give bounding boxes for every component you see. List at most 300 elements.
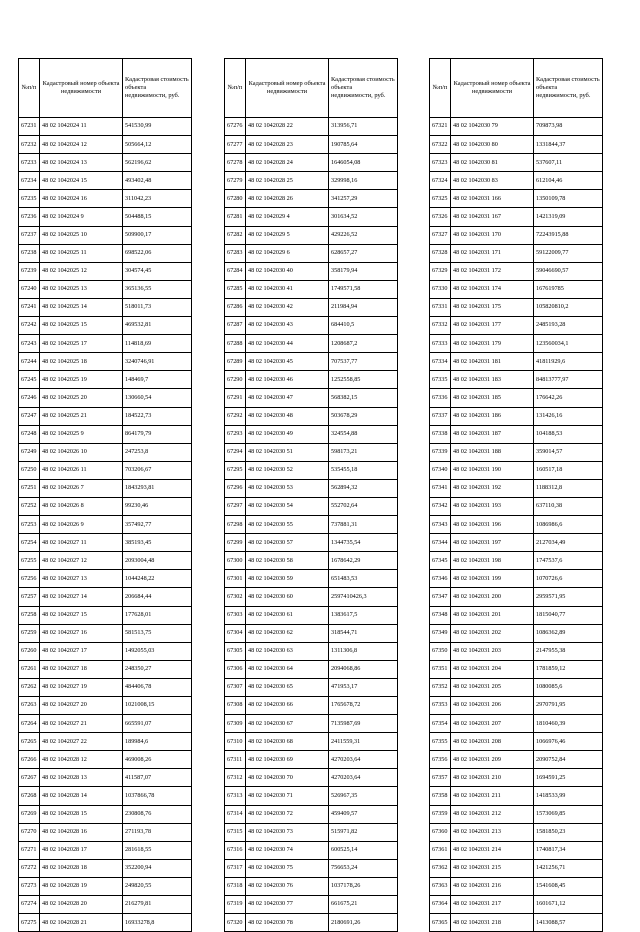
- row-number: 67280: [225, 190, 246, 208]
- table-row: [225, 335, 398, 353]
- cadastral-value: 1350109,78: [534, 190, 603, 208]
- table-row: [430, 172, 603, 190]
- cadastral-value: 189984,6: [123, 733, 192, 751]
- cadastral-number: 48 02 1042027 13: [40, 570, 123, 588]
- cadastral-number: 48 02 1042031 190: [451, 461, 534, 479]
- table-row: [430, 914, 603, 932]
- cadastral-number: 48 02 1042031 206: [451, 697, 534, 715]
- row-number: 67233: [19, 154, 40, 172]
- cadastral-value: 665591,07: [123, 715, 192, 733]
- row-number: 67315: [225, 823, 246, 841]
- row-number: 67362: [430, 859, 451, 877]
- cadastral-number: 48 02 1042030 69: [246, 751, 329, 769]
- row-number: 67237: [19, 226, 40, 244]
- cadastral-number: 48 02 1042025 13: [40, 280, 123, 298]
- table-row: [225, 823, 398, 841]
- cadastral-value: 1208687,2: [329, 335, 398, 353]
- table-row: [430, 461, 603, 479]
- header-cadnum: Кадастровый номер объекта недвижимости: [246, 59, 329, 118]
- table-row: [225, 588, 398, 606]
- row-number: 67306: [225, 660, 246, 678]
- row-number: 67232: [19, 136, 40, 154]
- row-number: 67313: [225, 787, 246, 805]
- cadastral-value: 249820,55: [123, 877, 192, 895]
- cadastral-value: 598173,21: [329, 443, 398, 461]
- table-row: [225, 642, 398, 660]
- cadastral-value: 541530,99: [123, 118, 192, 136]
- row-number: 67241: [19, 298, 40, 316]
- table-row: [19, 154, 192, 172]
- row-number: 67262: [19, 678, 40, 696]
- table-row: [19, 823, 192, 841]
- row-number: 67295: [225, 461, 246, 479]
- row-number: 67323: [430, 154, 451, 172]
- cadastral-number: 48 02 1042028 26: [246, 190, 329, 208]
- table-row: [19, 190, 192, 208]
- table-row: [225, 624, 398, 642]
- row-number: 67243: [19, 335, 40, 353]
- row-number: 67356: [430, 751, 451, 769]
- row-number: 67251: [19, 479, 40, 497]
- row-number: 67246: [19, 389, 40, 407]
- row-number: 67285: [225, 280, 246, 298]
- table-row: [225, 733, 398, 751]
- row-number: 67353: [430, 697, 451, 715]
- table-row: [225, 678, 398, 696]
- cadastral-value: 176642,26: [534, 389, 603, 407]
- row-number: 67304: [225, 624, 246, 642]
- cadastral-value: 411587,07: [123, 769, 192, 787]
- cadastral-number: 48 02 1042030 49: [246, 425, 329, 443]
- row-number: 67270: [19, 823, 40, 841]
- cadastral-number: 48 02 1042030 64: [246, 660, 329, 678]
- table-row: [19, 697, 192, 715]
- cadastral-value: 216279,81: [123, 896, 192, 914]
- table-row: [225, 317, 398, 335]
- cadastral-value: 469532,81: [123, 317, 192, 335]
- cadastral-value: 429226,52: [329, 226, 398, 244]
- row-number: 67263: [19, 697, 40, 715]
- row-number: 67290: [225, 371, 246, 389]
- table-row: [430, 154, 603, 172]
- row-number: 67249: [19, 443, 40, 461]
- row-number: 67269: [19, 805, 40, 823]
- table-row: [19, 660, 192, 678]
- cadastral-number: 48 02 1042024 12: [40, 136, 123, 154]
- cadastral-number: 48 02 1042030 66: [246, 697, 329, 715]
- cadastral-value: 1086986,6: [534, 516, 603, 534]
- table-row: [225, 244, 398, 262]
- row-number: 67277: [225, 136, 246, 154]
- cadastral-value: 709873,98: [534, 118, 603, 136]
- table-row: [430, 552, 603, 570]
- table-row: [19, 516, 192, 534]
- row-number: 67294: [225, 443, 246, 461]
- cadastral-value: 131426,16: [534, 407, 603, 425]
- table-row: [430, 751, 603, 769]
- row-number: 67343: [430, 516, 451, 534]
- cadastral-number: 48 02 1042024 16: [40, 190, 123, 208]
- cadastral-value: 130660,54: [123, 389, 192, 407]
- table-row: [225, 497, 398, 515]
- cadastral-value: 4270203,64: [329, 769, 398, 787]
- cadastral-number: 48 02 1042024 13: [40, 154, 123, 172]
- cadastral-number: 48 02 1042031 181: [451, 353, 534, 371]
- row-number: 67288: [225, 335, 246, 353]
- row-number: 67336: [430, 389, 451, 407]
- cadastral-value: 2090752,84: [534, 751, 603, 769]
- table-row: [19, 226, 192, 244]
- header-num: №п/п: [430, 59, 451, 118]
- header-num: №п/п: [19, 59, 40, 118]
- cadastral-number: 48 02 1042030 80: [451, 136, 534, 154]
- row-number: 67364: [430, 896, 451, 914]
- table-row: [19, 407, 192, 425]
- row-number: 67345: [430, 552, 451, 570]
- cadastral-value: 864179,79: [123, 425, 192, 443]
- cadastral-value: 535455,18: [329, 461, 398, 479]
- cadastral-table-3: [429, 58, 603, 932]
- cadastral-value: 1037178,26: [329, 877, 398, 895]
- cadastral-value: 385193,45: [123, 534, 192, 552]
- table-row: [225, 769, 398, 787]
- header-value: Кадастровая стоимость объекта недвижимости, руб.: [534, 59, 603, 118]
- table-row: [225, 570, 398, 588]
- table-row: [225, 697, 398, 715]
- row-number: 67257: [19, 588, 40, 606]
- cadastral-number: 48 02 1042028 19: [40, 877, 123, 895]
- row-number: 67310: [225, 733, 246, 751]
- cadastral-value: 628657,27: [329, 244, 398, 262]
- row-number: 67316: [225, 841, 246, 859]
- cadastral-number: 48 02 1042030 42: [246, 298, 329, 316]
- row-number: 67308: [225, 697, 246, 715]
- cadastral-value: 16933278,8: [123, 914, 192, 932]
- cadastral-number: 48 02 1042031 192: [451, 479, 534, 497]
- cadastral-number: 48 02 1042030 45: [246, 353, 329, 371]
- cadastral-value: 311042,23: [123, 190, 192, 208]
- cadastral-value: 2147955,38: [534, 642, 603, 660]
- cadastral-value: 313956,71: [329, 118, 398, 136]
- cadastral-number: 48 02 1042031 203: [451, 642, 534, 660]
- cadastral-value: 190785,64: [329, 136, 398, 154]
- row-number: 67296: [225, 479, 246, 497]
- row-number: 67231: [19, 118, 40, 136]
- cadastral-value: 59046690,57: [534, 262, 603, 280]
- table-row: [430, 317, 603, 335]
- cadastral-value: 2485193,28: [534, 317, 603, 335]
- row-number: 67344: [430, 534, 451, 552]
- row-number: 67287: [225, 317, 246, 335]
- cadastral-value: 707537,77: [329, 353, 398, 371]
- cadastral-value: 206684,44: [123, 588, 192, 606]
- row-number: 67240: [19, 280, 40, 298]
- cadastral-number: 48 02 1042027 11: [40, 534, 123, 552]
- cadastral-value: 661675,21: [329, 896, 398, 914]
- cadastral-number: 48 02 1042028 13: [40, 769, 123, 787]
- row-number: 67326: [430, 208, 451, 226]
- cadastral-number: 48 02 1042024 15: [40, 172, 123, 190]
- table-row: [225, 136, 398, 154]
- table-row: [19, 678, 192, 696]
- table-row: [430, 715, 603, 733]
- table-row: [19, 371, 192, 389]
- cadastral-number: 48 02 1042028 24: [246, 154, 329, 172]
- cadastral-number: 48 02 1042030 83: [451, 172, 534, 190]
- table-header-row: [19, 59, 192, 118]
- cadastral-value: 684410,5: [329, 317, 398, 335]
- cadastral-number: 48 02 1042031 205: [451, 678, 534, 696]
- cadastral-number: 48 02 1042031 170: [451, 226, 534, 244]
- row-number: 67248: [19, 425, 40, 443]
- cadastral-number: 48 02 1042030 52: [246, 461, 329, 479]
- row-number: 67360: [430, 823, 451, 841]
- table-row: [19, 552, 192, 570]
- cadastral-number: 48 02 1042026 7: [40, 479, 123, 497]
- table-row: [19, 389, 192, 407]
- cadastral-number: 48 02 1042031 183: [451, 371, 534, 389]
- cadastral-number: 48 02 1042028 18: [40, 859, 123, 877]
- table-row: [430, 534, 603, 552]
- table-row: [430, 877, 603, 895]
- cadastral-value: 2411559,31: [329, 733, 398, 751]
- row-number: 67255: [19, 552, 40, 570]
- cadastral-value: 1421319,09: [534, 208, 603, 226]
- cadastral-value: 1541608,45: [534, 877, 603, 895]
- cadastral-number: 48 02 1042031 204: [451, 660, 534, 678]
- table-row: [225, 606, 398, 624]
- table-row: [430, 516, 603, 534]
- row-number: 67335: [430, 371, 451, 389]
- row-number: 67272: [19, 859, 40, 877]
- cadastral-value: 1581850,23: [534, 823, 603, 841]
- cadastral-value: 562196,62: [123, 154, 192, 172]
- table-row: [430, 208, 603, 226]
- cadastral-number: 48 02 1042027 18: [40, 660, 123, 678]
- table-row: [19, 715, 192, 733]
- table-row: [225, 353, 398, 371]
- cadastral-value: 1080085,6: [534, 678, 603, 696]
- row-number: 67361: [430, 841, 451, 859]
- table-row: [430, 823, 603, 841]
- cadastral-number: 48 02 1042027 19: [40, 678, 123, 696]
- table-row: [430, 479, 603, 497]
- row-number: 67312: [225, 769, 246, 787]
- cadastral-value: 365136,55: [123, 280, 192, 298]
- row-number: 67334: [430, 353, 451, 371]
- cadastral-number: 48 02 1042030 67: [246, 715, 329, 733]
- row-number: 67357: [430, 769, 451, 787]
- cadastral-number: 48 02 1042030 47: [246, 389, 329, 407]
- cadastral-number: 48 02 1042031 213: [451, 823, 534, 841]
- row-number: 67347: [430, 588, 451, 606]
- cadastral-value: 281618,55: [123, 841, 192, 859]
- table-row: [430, 805, 603, 823]
- table-row: [19, 606, 192, 624]
- cadastral-number: 48 02 1042031 166: [451, 190, 534, 208]
- row-number: 67350: [430, 642, 451, 660]
- cadastral-number: 48 02 1042031 179: [451, 335, 534, 353]
- table-row: [430, 244, 603, 262]
- row-number: 67302: [225, 588, 246, 606]
- cadastral-value: 84813777,97: [534, 371, 603, 389]
- row-number: 67327: [430, 226, 451, 244]
- header-num: №п/п: [225, 59, 246, 118]
- row-number: 67358: [430, 787, 451, 805]
- cadastral-value: 756653,24: [329, 859, 398, 877]
- cadastral-value: 1252558,85: [329, 371, 398, 389]
- cadastral-number: 48 02 1042030 68: [246, 733, 329, 751]
- cadastral-number: 48 02 1042025 10: [40, 226, 123, 244]
- cadastral-number: 48 02 1042030 53: [246, 479, 329, 497]
- table-body: [19, 118, 192, 932]
- cadastral-value: 357492,77: [123, 516, 192, 534]
- row-number: 67239: [19, 262, 40, 280]
- cadastral-number: 48 02 1042024 11: [40, 118, 123, 136]
- table-row: [19, 787, 192, 805]
- cadastral-value: 537607,11: [534, 154, 603, 172]
- cadastral-value: 1573069,85: [534, 805, 603, 823]
- cadastral-number: 48 02 1042031 212: [451, 805, 534, 823]
- row-number: 67256: [19, 570, 40, 588]
- table-row: [225, 914, 398, 932]
- cadastral-value: 1086362,89: [534, 624, 603, 642]
- cadastral-number: 48 02 1042030 51: [246, 443, 329, 461]
- table-row: [225, 172, 398, 190]
- row-number: 67338: [430, 425, 451, 443]
- table-row: [19, 172, 192, 190]
- cadastral-value: 562894,32: [329, 479, 398, 497]
- table-row: [225, 371, 398, 389]
- table-row: [19, 136, 192, 154]
- cadastral-number: 48 02 1042030 55: [246, 516, 329, 534]
- cadastral-number: 48 02 1042025 15: [40, 317, 123, 335]
- table-row: [19, 244, 192, 262]
- row-number: 67341: [430, 479, 451, 497]
- cadastral-value: 160517,18: [534, 461, 603, 479]
- table-row: [19, 298, 192, 316]
- table-row: [430, 371, 603, 389]
- row-number: 67332: [430, 317, 451, 335]
- cadastral-value: 1331844,37: [534, 136, 603, 154]
- row-number: 67250: [19, 461, 40, 479]
- table-row: [430, 262, 603, 280]
- header-cadnum: Кадастровый номер объекта недвижимости: [451, 59, 534, 118]
- cadastral-number: 48 02 1042031 193: [451, 497, 534, 515]
- cadastral-number: 48 02 1042026 9: [40, 516, 123, 534]
- row-number: 67286: [225, 298, 246, 316]
- table-row: [225, 407, 398, 425]
- cadastral-value: 1413088,57: [534, 914, 603, 932]
- cadastral-value: 1418533,99: [534, 787, 603, 805]
- cadastral-number: 48 02 1042030 41: [246, 280, 329, 298]
- cadastral-value: 123560034,1: [534, 335, 603, 353]
- cadastral-value: 703206,67: [123, 461, 192, 479]
- cadastral-number: 48 02 1042024 9: [40, 208, 123, 226]
- cadastral-value: 2180691,26: [329, 914, 398, 932]
- cadastral-value: 1740817,34: [534, 841, 603, 859]
- cadastral-value: 509900,17: [123, 226, 192, 244]
- cadastral-value: 600525,14: [329, 841, 398, 859]
- table-row: [430, 841, 603, 859]
- row-number: 67314: [225, 805, 246, 823]
- cadastral-value: 329998,16: [329, 172, 398, 190]
- cadastral-number: 48 02 1042027 16: [40, 624, 123, 642]
- row-number: 67320: [225, 914, 246, 932]
- table-row: [19, 769, 192, 787]
- table-body: [225, 118, 398, 932]
- row-number: 67234: [19, 172, 40, 190]
- cadastral-value: 698522,06: [123, 244, 192, 262]
- table-row: [19, 443, 192, 461]
- table-row: [430, 335, 603, 353]
- table-row: [225, 516, 398, 534]
- cadastral-value: 1021008,15: [123, 697, 192, 715]
- row-number: 67363: [430, 877, 451, 895]
- cadastral-number: 48 02 1042029 6: [246, 244, 329, 262]
- table-row: [430, 190, 603, 208]
- cadastral-number: 48 02 1042031 217: [451, 896, 534, 914]
- cadastral-number: 48 02 1042030 72: [246, 805, 329, 823]
- table-row: [430, 136, 603, 154]
- table-row: [225, 805, 398, 823]
- row-number: 67260: [19, 642, 40, 660]
- cadastral-value: 318544,71: [329, 624, 398, 642]
- cadastral-value: 41811929,6: [534, 353, 603, 371]
- table-row: [225, 118, 398, 136]
- cadastral-value: 1749571,58: [329, 280, 398, 298]
- table-row: [430, 226, 603, 244]
- cadastral-number: 48 02 1042031 185: [451, 389, 534, 407]
- cadastral-value: 515971,82: [329, 823, 398, 841]
- cadastral-value: 7135987,69: [329, 715, 398, 733]
- row-number: 67340: [430, 461, 451, 479]
- cadastral-number: 48 02 1042031 198: [451, 552, 534, 570]
- table-row: [19, 733, 192, 751]
- cadastral-value: 503678,29: [329, 407, 398, 425]
- cadastral-value: 2093004,48: [123, 552, 192, 570]
- row-number: 67299: [225, 534, 246, 552]
- cadastral-number: 48 02 1042027 12: [40, 552, 123, 570]
- cadastral-value: 1311306,8: [329, 642, 398, 660]
- cadastral-number: 48 02 1042030 74: [246, 841, 329, 859]
- cadastral-number: 48 02 1042025 18: [40, 353, 123, 371]
- cadastral-number: 48 02 1042030 58: [246, 552, 329, 570]
- row-number: 67339: [430, 443, 451, 461]
- table-row: [19, 280, 192, 298]
- table-row: [19, 317, 192, 335]
- row-number: 67274: [19, 896, 40, 914]
- table-row: [19, 118, 192, 136]
- cadastral-value: 493402,48: [123, 172, 192, 190]
- table-row: [225, 425, 398, 443]
- row-number: 67300: [225, 552, 246, 570]
- cadastral-value: 1843293,81: [123, 479, 192, 497]
- table-row: [19, 624, 192, 642]
- cadastral-value: 2959571,95: [534, 588, 603, 606]
- row-number: 67284: [225, 262, 246, 280]
- table-row: [225, 262, 398, 280]
- table-row: [225, 534, 398, 552]
- table-row: [19, 588, 192, 606]
- cadastral-value: 301634,52: [329, 208, 398, 226]
- cadastral-number: 48 02 1042031 188: [451, 443, 534, 461]
- table-row: [430, 443, 603, 461]
- row-number: 67330: [430, 280, 451, 298]
- cadastral-number: 48 02 1042031 214: [451, 841, 534, 859]
- cadastral-table-1: [18, 58, 192, 932]
- cadastral-value: 1646054,08: [329, 154, 398, 172]
